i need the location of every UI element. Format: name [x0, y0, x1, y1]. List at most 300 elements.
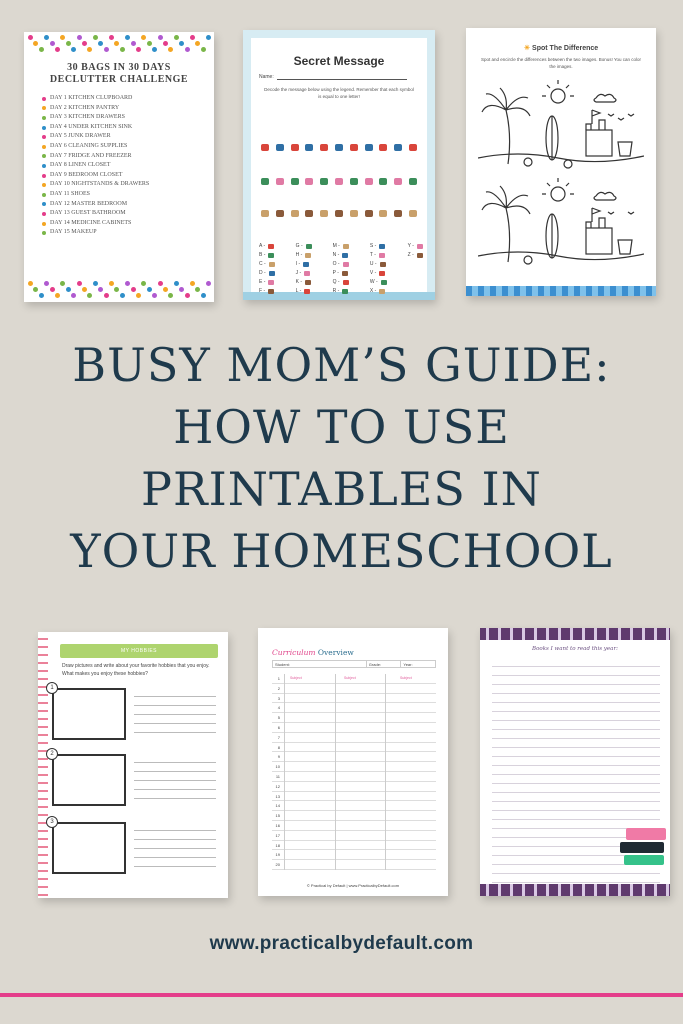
legend-letter: N -	[332, 252, 340, 258]
holiday-symbol-icon	[379, 271, 385, 276]
legend-entry	[333, 270, 349, 276]
legend-entry	[296, 279, 312, 285]
declutter-day-label: DAY 11 SHOES	[50, 190, 91, 197]
legend-entry	[370, 270, 387, 276]
legend-letter: P -	[332, 270, 339, 276]
holiday-symbol-icon	[291, 144, 299, 151]
confetti-dot-icon	[174, 281, 179, 286]
books-to-read-printable	[480, 628, 670, 896]
declutter-day-item	[42, 94, 206, 104]
legend-letter: S -	[369, 243, 377, 249]
holiday-symbol-icon	[350, 178, 358, 185]
legend-letter: Q -	[332, 279, 340, 285]
name-line	[277, 79, 407, 80]
confetti-dot-icon	[163, 41, 168, 46]
holiday-symbol-icon	[305, 280, 311, 285]
confetti-dot-icon	[136, 293, 141, 298]
confetti-dot-icon	[168, 47, 173, 52]
confetti-dots-bottom	[24, 278, 214, 302]
spiral-binding	[38, 632, 48, 898]
holiday-symbol-icon	[306, 244, 312, 249]
confetti-dot-icon	[87, 293, 92, 298]
confetti-dot-icon	[206, 35, 211, 40]
declutter-day-item	[42, 228, 206, 238]
declutter-day-item	[42, 209, 206, 219]
row-number: 12	[275, 783, 280, 789]
legend-letter: O -	[332, 261, 340, 267]
legend-entry	[296, 252, 312, 258]
year-field: Year:	[403, 662, 413, 667]
curriculum-title-part1: Curriculum	[272, 648, 316, 657]
pattern-band-top	[480, 628, 670, 640]
holiday-symbol-icon	[342, 253, 348, 258]
legend-letter: D -	[259, 270, 266, 276]
confetti-dot-icon	[131, 287, 136, 292]
legend-letter: C -	[259, 261, 266, 267]
drawing-frame-3	[50, 819, 126, 874]
confetti-dot-icon	[158, 35, 163, 40]
legend-column	[259, 243, 275, 294]
row-number: 19	[275, 852, 280, 858]
writing-line	[492, 694, 660, 703]
row-number: 17	[275, 832, 280, 838]
holiday-symbol-icon	[381, 280, 387, 285]
name-label: Name:	[259, 74, 274, 80]
holiday-symbol-icon	[365, 210, 373, 217]
confetti-dot-icon	[44, 281, 49, 286]
holiday-symbol-icon	[417, 244, 423, 249]
hobbies-banner-text: MY HOBBIES	[120, 648, 158, 654]
legend-entry	[296, 261, 312, 267]
book-green-icon	[624, 855, 664, 865]
beach-scene-top	[478, 80, 644, 170]
writing-line	[492, 775, 660, 784]
legend-column	[408, 243, 423, 289]
confetti-dot-icon	[147, 41, 152, 46]
legend-letter: L -	[295, 288, 302, 294]
confetti-dot-icon	[50, 287, 55, 292]
spot-difference-instructions: Spot and encircle the differences between the two images. Bonus! You can color the images.	[480, 57, 642, 69]
legend-entry	[333, 279, 349, 285]
bullet-dot-icon	[42, 183, 46, 187]
headline-line-4: YOUR HOMESCHOOL	[70, 524, 613, 578]
confetti-dot-icon	[201, 293, 206, 298]
writing-line	[492, 748, 660, 757]
bullet-dot-icon	[42, 212, 46, 216]
writing-line	[492, 676, 660, 685]
declutter-day-label: DAY 15 MAKEUP	[50, 229, 97, 236]
confetti-dot-icon	[206, 281, 211, 286]
holiday-symbol-icon	[394, 210, 402, 217]
row-number: 2	[277, 685, 280, 691]
declutter-day-item	[42, 123, 206, 133]
row-number: 8	[277, 744, 280, 750]
holiday-symbol-icon	[268, 280, 274, 285]
holiday-symbol-icon	[394, 178, 402, 185]
holiday-symbol-icon	[409, 144, 417, 151]
confetti-dot-icon	[55, 47, 60, 52]
hobbies-printable	[38, 632, 228, 898]
sun-icon: ☀	[523, 45, 533, 52]
holiday-symbol-icon	[261, 210, 269, 217]
holiday-symbol-icon	[303, 262, 309, 267]
row-number: 20	[275, 862, 280, 868]
declutter-title-line1: 30 BAGS IN 30 DAYS	[67, 62, 171, 73]
book-pink-icon	[626, 828, 666, 840]
hobbies-instructions: Draw pictures and write about your favorite hobbies that you enjoy. What makes you enjoy these hobbies?	[62, 663, 210, 677]
holiday-symbol-icon	[269, 262, 275, 267]
holiday-symbol-icon	[304, 271, 310, 276]
row-number: 13	[275, 793, 280, 799]
holiday-symbol-icon	[320, 144, 328, 151]
drawing-frame-1	[50, 685, 126, 740]
book-dark-icon	[620, 842, 664, 853]
row-number: 1	[277, 676, 280, 681]
bullet-dot-icon	[42, 231, 46, 235]
confetti-dot-icon	[120, 293, 125, 298]
declutter-day-label: DAY 3 KITCHEN DRAWERS	[50, 114, 125, 121]
holiday-symbol-icon	[305, 253, 311, 258]
declutter-day-item	[42, 152, 206, 162]
curriculum-title-part2: Overview	[317, 648, 354, 657]
secret-message-title: Secret Message	[293, 54, 385, 68]
confetti-dot-icon	[141, 35, 146, 40]
confetti-dot-icon	[60, 281, 65, 286]
confetti-dot-icon	[120, 47, 125, 52]
bullet-dot-icon	[42, 222, 46, 226]
declutter-day-label: DAY 9 BEDROOM CLOSET	[50, 171, 123, 178]
writing-line	[492, 766, 660, 775]
holiday-symbol-icon	[379, 289, 385, 294]
legend-entry	[333, 252, 349, 258]
row-number: 7	[277, 734, 280, 740]
books-title: Books I want to read this year:	[532, 646, 618, 652]
curriculum-grid	[272, 674, 436, 870]
confetti-dot-icon	[147, 287, 152, 292]
holiday-symbol-icon	[335, 144, 343, 151]
legend-letter: A -	[259, 243, 266, 249]
declutter-title-line2: DECLUTTER CHALLENGE	[49, 74, 189, 85]
bullet-dot-icon	[42, 145, 46, 149]
writing-line	[492, 802, 660, 811]
legend-letter: X -	[369, 288, 377, 294]
declutter-day-label: DAY 2 KITCHEN PANTRY	[50, 104, 120, 111]
confetti-dot-icon	[174, 35, 179, 40]
confetti-dot-icon	[28, 281, 33, 286]
declutter-day-label: DAY 6 CLEANING SUPPLIES	[50, 142, 128, 149]
legend-letter: K -	[295, 279, 303, 285]
legend-entry	[333, 243, 349, 249]
holiday-symbol-icon	[417, 253, 423, 258]
grade-field: Grade:	[367, 661, 402, 667]
pattern-band-bottom	[480, 884, 670, 896]
holiday-symbol-icon	[394, 144, 402, 151]
writing-line	[492, 703, 660, 712]
legend-letter: G -	[295, 243, 303, 249]
confetti-dot-icon	[98, 287, 103, 292]
confetti-dot-icon	[82, 287, 87, 292]
holiday-symbol-icon	[409, 178, 417, 185]
row-number: 18	[275, 842, 280, 848]
bullet-dot-icon	[42, 135, 46, 139]
legend-column	[332, 243, 349, 294]
legend-letter: Y -	[407, 243, 414, 249]
declutter-day-item	[42, 113, 206, 123]
legend-letter: T -	[369, 252, 376, 258]
legend-letter: Z -	[407, 252, 414, 258]
symbol-row-1	[261, 144, 417, 158]
row-number: 10	[275, 764, 280, 770]
holiday-symbol-icon	[365, 144, 373, 151]
holiday-symbol-icon	[305, 144, 313, 151]
declutter-day-list	[42, 94, 206, 238]
confetti-dot-icon	[185, 47, 190, 52]
holiday-symbol-icon	[276, 178, 284, 185]
legend-column	[295, 243, 312, 294]
bullet-dot-icon	[42, 126, 46, 130]
declutter-day-label: DAY 5 JUNK DRAWER	[50, 133, 111, 140]
holiday-symbol-icon	[379, 144, 387, 151]
holiday-symbol-icon	[379, 210, 387, 217]
declutter-day-item	[42, 219, 206, 229]
holiday-symbol-icon	[380, 262, 386, 267]
subject-label-2: Subject	[344, 676, 356, 680]
row-number: 16	[275, 822, 280, 828]
confetti-dot-icon	[71, 47, 76, 52]
declutter-day-item	[42, 180, 206, 190]
confetti-dot-icon	[39, 293, 44, 298]
confetti-dot-icon	[136, 47, 141, 52]
legend-letter: W -	[369, 279, 378, 285]
row-number: 9	[277, 754, 280, 760]
legend-letter: J -	[295, 270, 302, 276]
curriculum-overview-printable	[258, 628, 448, 896]
holiday-symbol-icon	[343, 244, 349, 249]
writing-line	[492, 721, 660, 730]
writing-line	[492, 757, 660, 766]
declutter-title	[24, 62, 214, 86]
curriculum-title	[272, 648, 354, 657]
holiday-symbol-icon	[276, 144, 284, 151]
confetti-dot-icon	[60, 35, 65, 40]
holiday-symbol-icon	[268, 244, 274, 249]
writing-lines-1	[134, 696, 216, 741]
bullet-dot-icon	[42, 193, 46, 197]
legend-letter: U -	[369, 261, 377, 267]
spot-difference-title-text: Spot The Difference	[532, 45, 599, 52]
legend-entry	[370, 279, 387, 285]
declutter-printable	[24, 32, 214, 302]
row-number: 6	[277, 724, 280, 730]
legend-letter: R -	[332, 288, 340, 294]
declutter-day-label: DAY 14 MEDICINE CABINETS	[50, 219, 132, 226]
website-url[interactable]: www.practicalbydefault.com	[209, 933, 474, 954]
legend-entry	[296, 288, 312, 294]
headline-line-2: HOW TO USE	[173, 400, 510, 454]
symbol-row-3	[261, 210, 417, 224]
declutter-day-label: DAY 12 MASTER BEDROOM	[50, 200, 128, 207]
confetti-dot-icon	[44, 35, 49, 40]
holiday-symbol-icon	[304, 289, 310, 294]
confetti-dot-icon	[163, 287, 168, 292]
legend-entry	[333, 288, 349, 294]
holiday-symbol-icon	[409, 210, 417, 217]
confetti-dot-icon	[71, 293, 76, 298]
legend-letter: I -	[295, 261, 301, 267]
legend-entry	[296, 243, 312, 249]
writing-line	[492, 874, 660, 883]
holiday-symbol-icon	[320, 178, 328, 185]
confetti-dot-icon	[33, 287, 38, 292]
frame-number-2: 2	[46, 748, 58, 760]
holiday-symbol-icon	[261, 144, 269, 151]
confetti-dot-icon	[131, 41, 136, 46]
writing-line	[492, 811, 660, 820]
holiday-symbol-icon	[342, 289, 348, 294]
confetti-dot-icon	[190, 281, 195, 286]
holiday-symbol-icon	[291, 178, 299, 185]
headline	[0, 334, 683, 582]
legend-entry	[333, 261, 349, 267]
confetti-dot-icon	[114, 287, 119, 292]
declutter-day-label: DAY 8 LINEN CLOSET	[50, 162, 111, 169]
confetti-dot-icon	[104, 47, 109, 52]
confetti-dot-icon	[158, 281, 163, 286]
symbol-legend	[259, 243, 423, 294]
bullet-dot-icon	[42, 116, 46, 120]
writing-lines-2	[134, 762, 216, 807]
holiday-symbol-icon	[379, 178, 387, 185]
holiday-symbol-icon	[350, 210, 358, 217]
holiday-symbol-icon	[320, 210, 328, 217]
confetti-dot-icon	[50, 41, 55, 46]
confetti-dot-icon	[125, 35, 130, 40]
row-number: 4	[277, 705, 280, 711]
row-number: 15	[275, 813, 280, 819]
bullet-dot-icon	[42, 154, 46, 158]
writing-line	[492, 658, 660, 667]
student-field: Student:	[273, 661, 367, 667]
legend-entry	[259, 243, 275, 249]
legend-letter: B -	[259, 252, 266, 258]
secret-message-instructions: Decode the message below using the legend. Remember that each symbol is equal to one letter!	[264, 87, 414, 99]
confetti-dot-icon	[152, 293, 157, 298]
legend-letter: H -	[295, 252, 303, 258]
legend-entry	[370, 243, 387, 249]
confetti-dots-top	[24, 32, 214, 56]
legend-letter: V -	[369, 270, 377, 276]
writing-line	[492, 865, 660, 874]
subject-label-1: Subject	[290, 676, 302, 680]
row-number: 5	[277, 715, 280, 721]
holiday-symbol-icon	[343, 280, 349, 285]
legend-entry	[259, 279, 275, 285]
declutter-day-item	[42, 161, 206, 171]
legend-entry	[370, 252, 387, 258]
writing-line	[492, 685, 660, 694]
declutter-day-item	[42, 171, 206, 181]
declutter-day-item	[42, 132, 206, 142]
confetti-dot-icon	[82, 41, 87, 46]
beach-scene-bottom	[478, 178, 644, 268]
confetti-dot-icon	[33, 41, 38, 46]
declutter-day-item	[42, 200, 206, 210]
legend-letter: F -	[259, 288, 266, 294]
legend-entry	[259, 261, 275, 267]
holiday-symbol-icon	[305, 210, 313, 217]
writing-line	[492, 712, 660, 721]
spot-difference-title	[466, 44, 656, 52]
holiday-symbol-icon	[269, 271, 275, 276]
confetti-dot-icon	[190, 35, 195, 40]
legend-letter: E -	[259, 279, 266, 285]
bullet-dot-icon	[42, 174, 46, 178]
holiday-symbol-icon	[291, 210, 299, 217]
legend-entry	[296, 270, 312, 276]
subject-label-3: Subject	[400, 676, 412, 680]
confetti-dot-icon	[66, 287, 71, 292]
row-number: 11	[275, 773, 280, 779]
writing-line	[492, 793, 660, 802]
bullet-dot-icon	[42, 164, 46, 168]
curriculum-footer: © Practical by Default | www.PracticalbyDefault.com	[306, 883, 400, 888]
confetti-dot-icon	[125, 281, 130, 286]
holiday-symbol-icon	[379, 244, 385, 249]
confetti-dot-icon	[168, 293, 173, 298]
legend-entry	[259, 288, 275, 294]
confetti-dot-icon	[152, 47, 157, 52]
declutter-day-label: DAY 4 UNDER KITCHEN SINK	[50, 123, 133, 130]
declutter-day-item	[42, 104, 206, 114]
headline-line-1: BUSY MOM’S GUIDE:	[72, 338, 611, 392]
confetti-dot-icon	[109, 281, 114, 286]
curriculum-header-fields	[272, 660, 436, 668]
confetti-dot-icon	[93, 35, 98, 40]
bullet-dot-icon	[42, 97, 46, 101]
holiday-symbol-icon	[335, 210, 343, 217]
holiday-symbol-icon	[350, 144, 358, 151]
confetti-dot-icon	[93, 281, 98, 286]
confetti-dot-icon	[195, 287, 200, 292]
holiday-symbol-icon	[276, 210, 284, 217]
confetti-dot-icon	[109, 35, 114, 40]
writing-lines-3	[134, 830, 216, 875]
frame-number-3: 3	[46, 816, 58, 828]
secret-message-printable	[243, 30, 435, 300]
legend-entry	[370, 288, 387, 294]
writing-line	[492, 730, 660, 739]
confetti-dot-icon	[201, 47, 206, 52]
row-number: 3	[277, 695, 280, 701]
symbol-row-2	[261, 178, 417, 192]
holiday-symbol-icon	[268, 289, 274, 294]
declutter-day-label: DAY 10 NIGHTSTANDS & DRAWERS	[50, 181, 150, 188]
drawing-frame-2	[50, 751, 126, 806]
legend-entry	[408, 252, 423, 258]
grid-columns	[284, 674, 436, 870]
declutter-day-item	[42, 142, 206, 152]
declutter-day-label: DAY 1 KITCHEN CLUPBOARD	[50, 95, 133, 101]
legend-column	[369, 243, 387, 294]
confetti-dot-icon	[104, 293, 109, 298]
declutter-day-label: DAY 13 GUEST BATHROOM	[50, 210, 126, 217]
holiday-symbol-icon	[379, 253, 385, 258]
declutter-day-label: DAY 7 FRIDGE AND FREEZER	[50, 152, 132, 159]
holiday-symbol-icon	[365, 178, 373, 185]
confetti-dot-icon	[195, 41, 200, 46]
confetti-dot-icon	[179, 41, 184, 46]
palm-trunk-icon	[506, 110, 510, 164]
